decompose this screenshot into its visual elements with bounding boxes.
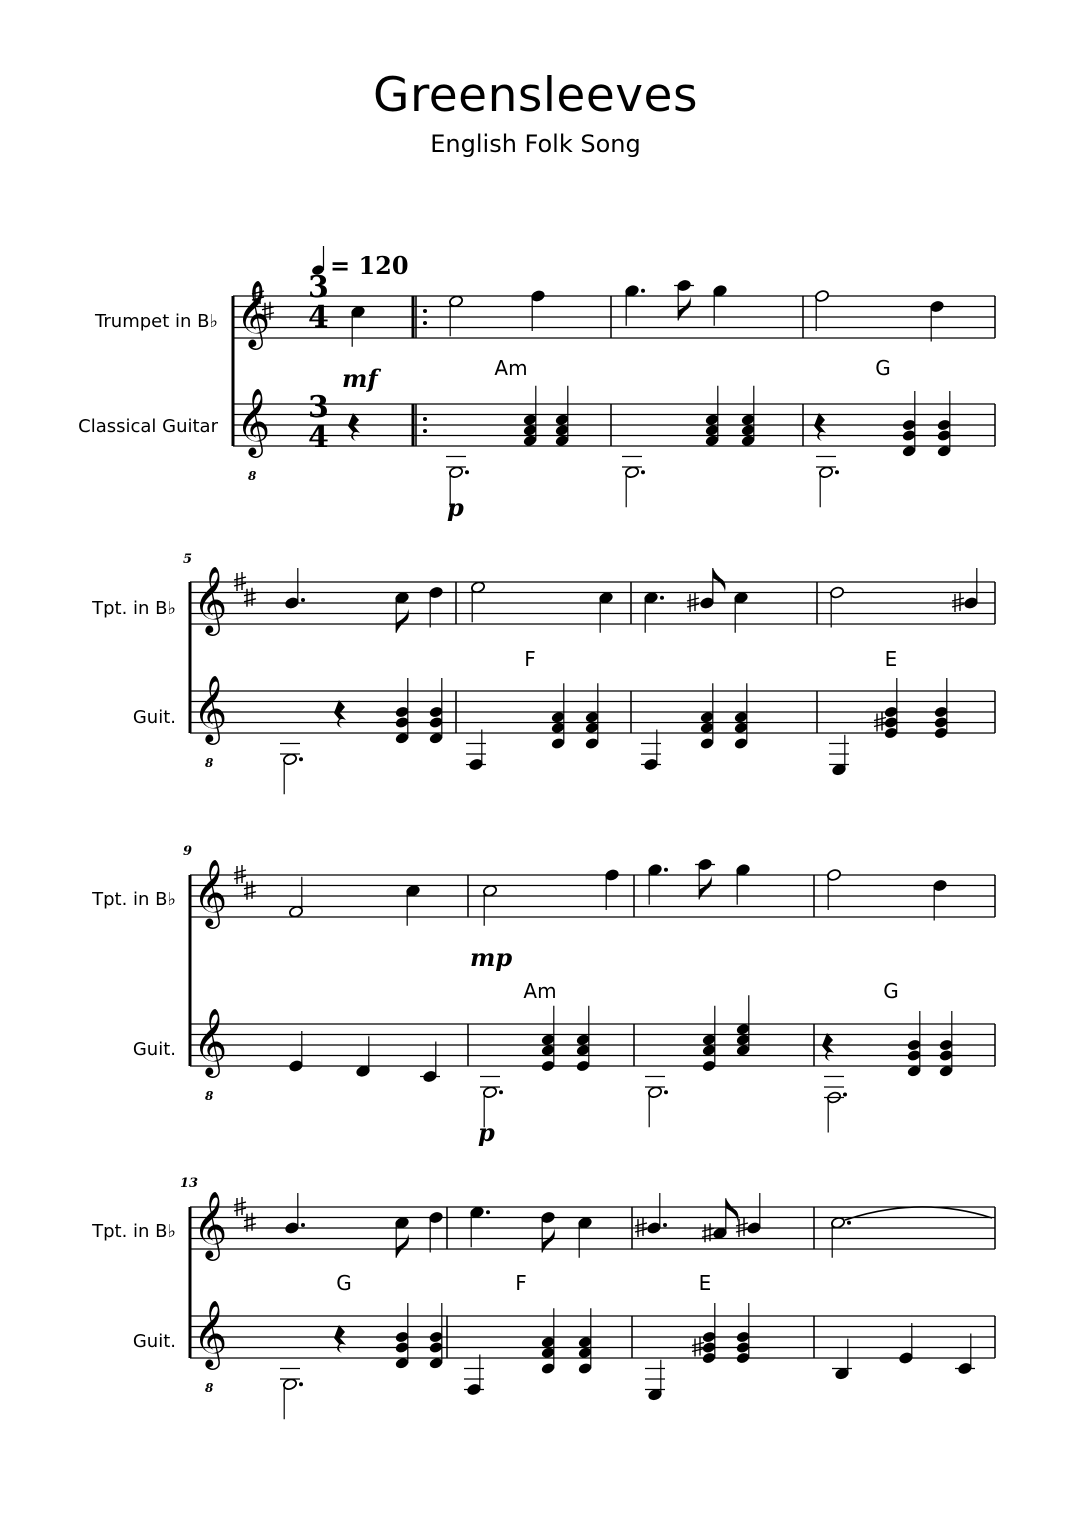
instrument-label-guitar: Guit. <box>132 707 176 728</box>
augmentation-dot <box>486 1210 490 1214</box>
note-flag <box>396 1234 409 1258</box>
instrument-label-trumpet: Trumpet in B♭ <box>95 311 218 332</box>
repeat-dot <box>423 309 427 313</box>
octave-mark: 8 <box>205 1089 214 1103</box>
measure-number: 9 <box>183 844 193 859</box>
octave-mark: 8 <box>248 469 257 483</box>
time-signature-top: 3 <box>308 270 329 305</box>
chord-symbol: Am <box>494 356 528 380</box>
chord-symbol: E <box>698 1271 712 1295</box>
augmentation-dot <box>847 1221 851 1225</box>
instrument-label-trumpet: Tpt. in B♭ <box>92 889 176 910</box>
treble-clef: 𝄞 <box>193 565 228 633</box>
repeat-dot <box>423 321 427 325</box>
repeat-dot <box>423 429 427 433</box>
time-signature-top: 3 <box>308 390 329 425</box>
sharp-accidental <box>702 1223 714 1242</box>
treble-clef: 𝄞 <box>193 1299 228 1367</box>
augmentation-dot <box>660 596 664 600</box>
instrument-label-trumpet: Tpt. in B♭ <box>92 598 176 619</box>
instrument-label-trumpet: Tpt. in B♭ <box>92 1221 176 1242</box>
time-signature-bottom: 4 <box>308 420 329 455</box>
augmentation-dot <box>663 1223 667 1227</box>
time-signature-bottom: 4 <box>308 300 329 335</box>
sharp-accidental <box>244 588 256 607</box>
chord-symbol: G <box>875 356 891 380</box>
octave-mark: 8 <box>205 1381 214 1395</box>
augmentation-dot <box>664 1090 668 1094</box>
augmentation-dot <box>299 1382 303 1386</box>
chord-symbol: F <box>524 647 536 671</box>
treble-clef: 𝄞 <box>193 1190 228 1258</box>
quarter-rest <box>822 1033 834 1061</box>
tempo-marking: = 120 <box>330 251 409 280</box>
augmentation-dot <box>465 470 469 474</box>
augmentation-dot <box>664 868 668 872</box>
dynamic-marking: mp <box>470 943 513 972</box>
dynamic-marking: p <box>447 493 464 522</box>
quarter-rest <box>814 413 826 441</box>
chord-symbol: G <box>336 1271 352 1295</box>
dynamic-marking: p <box>478 1118 495 1147</box>
score-subtitle: English Folk Song <box>430 130 641 158</box>
augmentation-dot <box>301 1223 305 1227</box>
sharp-accidental <box>244 881 256 900</box>
augmentation-dot <box>835 470 839 474</box>
treble-clef: 𝄞 <box>236 387 271 455</box>
quarter-rest <box>334 700 346 728</box>
chord-symbol: Am <box>523 979 557 1003</box>
quarter-rest <box>348 413 360 441</box>
augmentation-dot <box>299 757 303 761</box>
augmentation-dot <box>843 1093 847 1097</box>
octave-mark: 8 <box>205 756 214 770</box>
measure-number: 5 <box>183 552 193 567</box>
measure-number: 13 <box>180 1176 199 1191</box>
augmentation-dot <box>641 289 645 293</box>
note-flag <box>726 1198 739 1222</box>
treble-clef: 𝄞 <box>193 1007 228 1075</box>
sharp-accidental <box>244 1213 256 1232</box>
dynamic-marking: mf <box>342 364 378 393</box>
score-title: Greensleeves <box>373 68 698 123</box>
treble-clef: 𝄞 <box>193 858 228 926</box>
chord-symbol: F <box>515 1271 527 1295</box>
treble-clef: 𝄞 <box>193 674 228 742</box>
quarter-rest <box>334 1325 346 1353</box>
instrument-label-guitar: Guit. <box>132 1331 176 1352</box>
augmentation-dot <box>301 598 305 602</box>
repeat-dot <box>423 417 427 421</box>
chord-symbol: G <box>883 979 899 1003</box>
augmentation-dot <box>641 470 645 474</box>
instrument-label-guitar: Guit. <box>132 1039 176 1060</box>
chord-symbol: E <box>884 647 898 671</box>
treble-clef: 𝄞 <box>236 279 271 347</box>
augmentation-dot <box>499 1090 503 1094</box>
instrument-label-guitar: Classical Guitar <box>78 416 218 437</box>
note-flag <box>713 568 726 592</box>
note-flag <box>396 609 409 633</box>
